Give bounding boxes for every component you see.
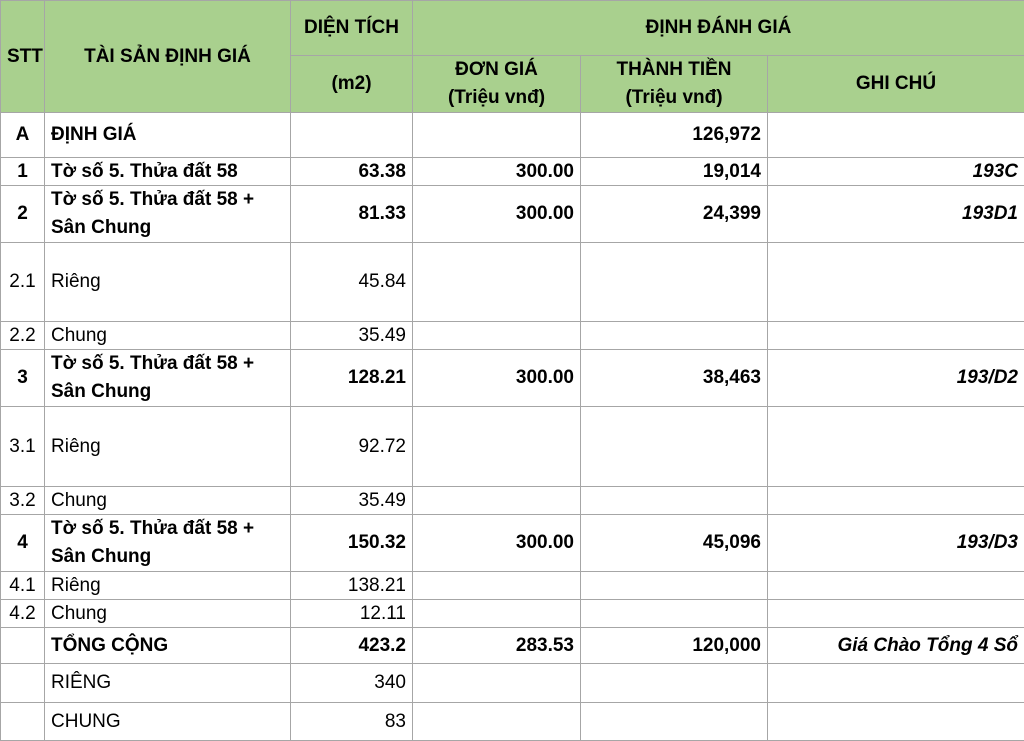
header-amount-label: THÀNH TIỀN — [587, 56, 761, 84]
cell-stt: 2.2 — [1, 322, 45, 350]
header-note: GHI CHÚ — [768, 56, 1024, 113]
cell-asset: Tờ số 5. Thửa đất 58 + Sân Chung — [45, 515, 291, 572]
cell-note: 193/D2 — [768, 350, 1024, 407]
cell-stt: 1 — [1, 158, 45, 186]
cell-asset: Chung — [45, 322, 291, 350]
cell-asset: Riêng — [45, 243, 291, 322]
header-area-unit: (m2) — [291, 56, 413, 113]
table-row — [1, 407, 1024, 487]
cell-note: 193/D3 — [768, 515, 1024, 572]
cell-note: 193C — [768, 158, 1024, 186]
cell-price: 300.00 — [413, 350, 581, 407]
cell-area: 35.49 — [291, 322, 413, 350]
cell-asset: Chung — [45, 487, 291, 515]
table-row — [1, 186, 1024, 243]
cell-area: 12.11 — [291, 600, 413, 628]
cell-amount — [581, 322, 768, 350]
cell-amount: 24,399 — [581, 186, 768, 243]
cell-price: 300.00 — [413, 186, 581, 243]
cell-stt: 3.1 — [1, 407, 45, 487]
header-unit-price — [413, 56, 581, 113]
cell-price — [413, 243, 581, 322]
cell-amount — [581, 572, 768, 600]
cell-area: 138.21 — [291, 572, 413, 600]
header-amount — [581, 56, 768, 113]
cell-amount — [581, 703, 768, 741]
cell-asset: Tờ số 5. Thửa đất 58 + Sân Chung — [45, 350, 291, 407]
cell-stt — [1, 703, 45, 741]
table-row — [1, 113, 1024, 158]
cell-area: 45.84 — [291, 243, 413, 322]
cell-amount — [581, 600, 768, 628]
table-row — [1, 487, 1024, 515]
cell-amount: 38,463 — [581, 350, 768, 407]
table-row — [1, 243, 1024, 322]
cell-asset: Tờ số 5. Thửa đất 58 + Sân Chung — [45, 186, 291, 243]
cell-note — [768, 243, 1024, 322]
cell-amount: 126,972 — [581, 113, 768, 158]
cell-area: 340 — [291, 664, 413, 703]
cell-asset: Chung — [45, 600, 291, 628]
cell-note — [768, 487, 1024, 515]
cell-stt: 4.2 — [1, 600, 45, 628]
cell-amount — [581, 407, 768, 487]
header-unit-price-label: ĐƠN GIÁ — [419, 56, 574, 84]
cell-area: 35.49 — [291, 487, 413, 515]
cell-price: 283.53 — [413, 628, 581, 664]
table-row — [1, 703, 1024, 741]
cell-stt — [1, 664, 45, 703]
table-row — [1, 322, 1024, 350]
cell-note — [768, 703, 1024, 741]
cell-stt — [1, 628, 45, 664]
cell-area: 423.2 — [291, 628, 413, 664]
table-row-total — [1, 628, 1024, 664]
table-row — [1, 515, 1024, 572]
cell-note: 193D1 — [768, 186, 1024, 243]
cell-area — [291, 113, 413, 158]
cell-note — [768, 322, 1024, 350]
cell-area: 83 — [291, 703, 413, 741]
cell-stt: 4.1 — [1, 572, 45, 600]
cell-area: 63.38 — [291, 158, 413, 186]
cell-price — [413, 322, 581, 350]
cell-note: Giá Chào Tổng 4 Sổ — [768, 628, 1024, 664]
cell-price — [413, 703, 581, 741]
cell-price — [413, 113, 581, 158]
header-asset: TÀI SẢN ĐỊNH GIÁ — [45, 1, 291, 113]
cell-asset: TỔNG CỘNG — [45, 628, 291, 664]
cell-asset: Riêng — [45, 572, 291, 600]
cell-asset: RIÊNG — [45, 664, 291, 703]
cell-stt: A — [1, 113, 45, 158]
cell-area: 150.32 — [291, 515, 413, 572]
cell-area: 81.33 — [291, 186, 413, 243]
cell-price: 300.00 — [413, 515, 581, 572]
cell-stt: 2 — [1, 186, 45, 243]
cell-price — [413, 600, 581, 628]
cell-asset: ĐỊNH GIÁ — [45, 113, 291, 158]
cell-amount: 120,000 — [581, 628, 768, 664]
cell-price — [413, 487, 581, 515]
header-area: DIỆN TÍCH — [291, 1, 413, 56]
cell-stt: 3 — [1, 350, 45, 407]
cell-amount — [581, 664, 768, 703]
header-amount-unit: (Triệu vnđ) — [587, 84, 761, 112]
cell-asset: Riêng — [45, 407, 291, 487]
cell-stt: 4 — [1, 515, 45, 572]
table-row — [1, 572, 1024, 600]
table-row — [1, 664, 1024, 703]
cell-asset: CHUNG — [45, 703, 291, 741]
cell-stt: 2.1 — [1, 243, 45, 322]
cell-price — [413, 664, 581, 703]
table-row — [1, 350, 1024, 407]
table-row — [1, 600, 1024, 628]
cell-note — [768, 600, 1024, 628]
cell-note — [768, 572, 1024, 600]
header-stt: STT — [1, 1, 45, 113]
header-row-1 — [1, 1, 1024, 56]
header-valuation: ĐỊNH ĐÁNH GIÁ — [413, 1, 1024, 56]
cell-area: 128.21 — [291, 350, 413, 407]
cell-amount — [581, 487, 768, 515]
cell-price: 300.00 — [413, 158, 581, 186]
cell-asset: Tờ số 5. Thửa đất 58 — [45, 158, 291, 186]
cell-price — [413, 407, 581, 487]
cell-stt: 3.2 — [1, 487, 45, 515]
cell-amount — [581, 243, 768, 322]
cell-area: 92.72 — [291, 407, 413, 487]
cell-amount: 45,096 — [581, 515, 768, 572]
cell-price — [413, 572, 581, 600]
table-row — [1, 158, 1024, 186]
cell-note — [768, 664, 1024, 703]
cell-note — [768, 113, 1024, 158]
cell-note — [768, 407, 1024, 487]
cell-amount: 19,014 — [581, 158, 768, 186]
header-unit-price-unit: (Triệu vnđ) — [419, 84, 574, 112]
